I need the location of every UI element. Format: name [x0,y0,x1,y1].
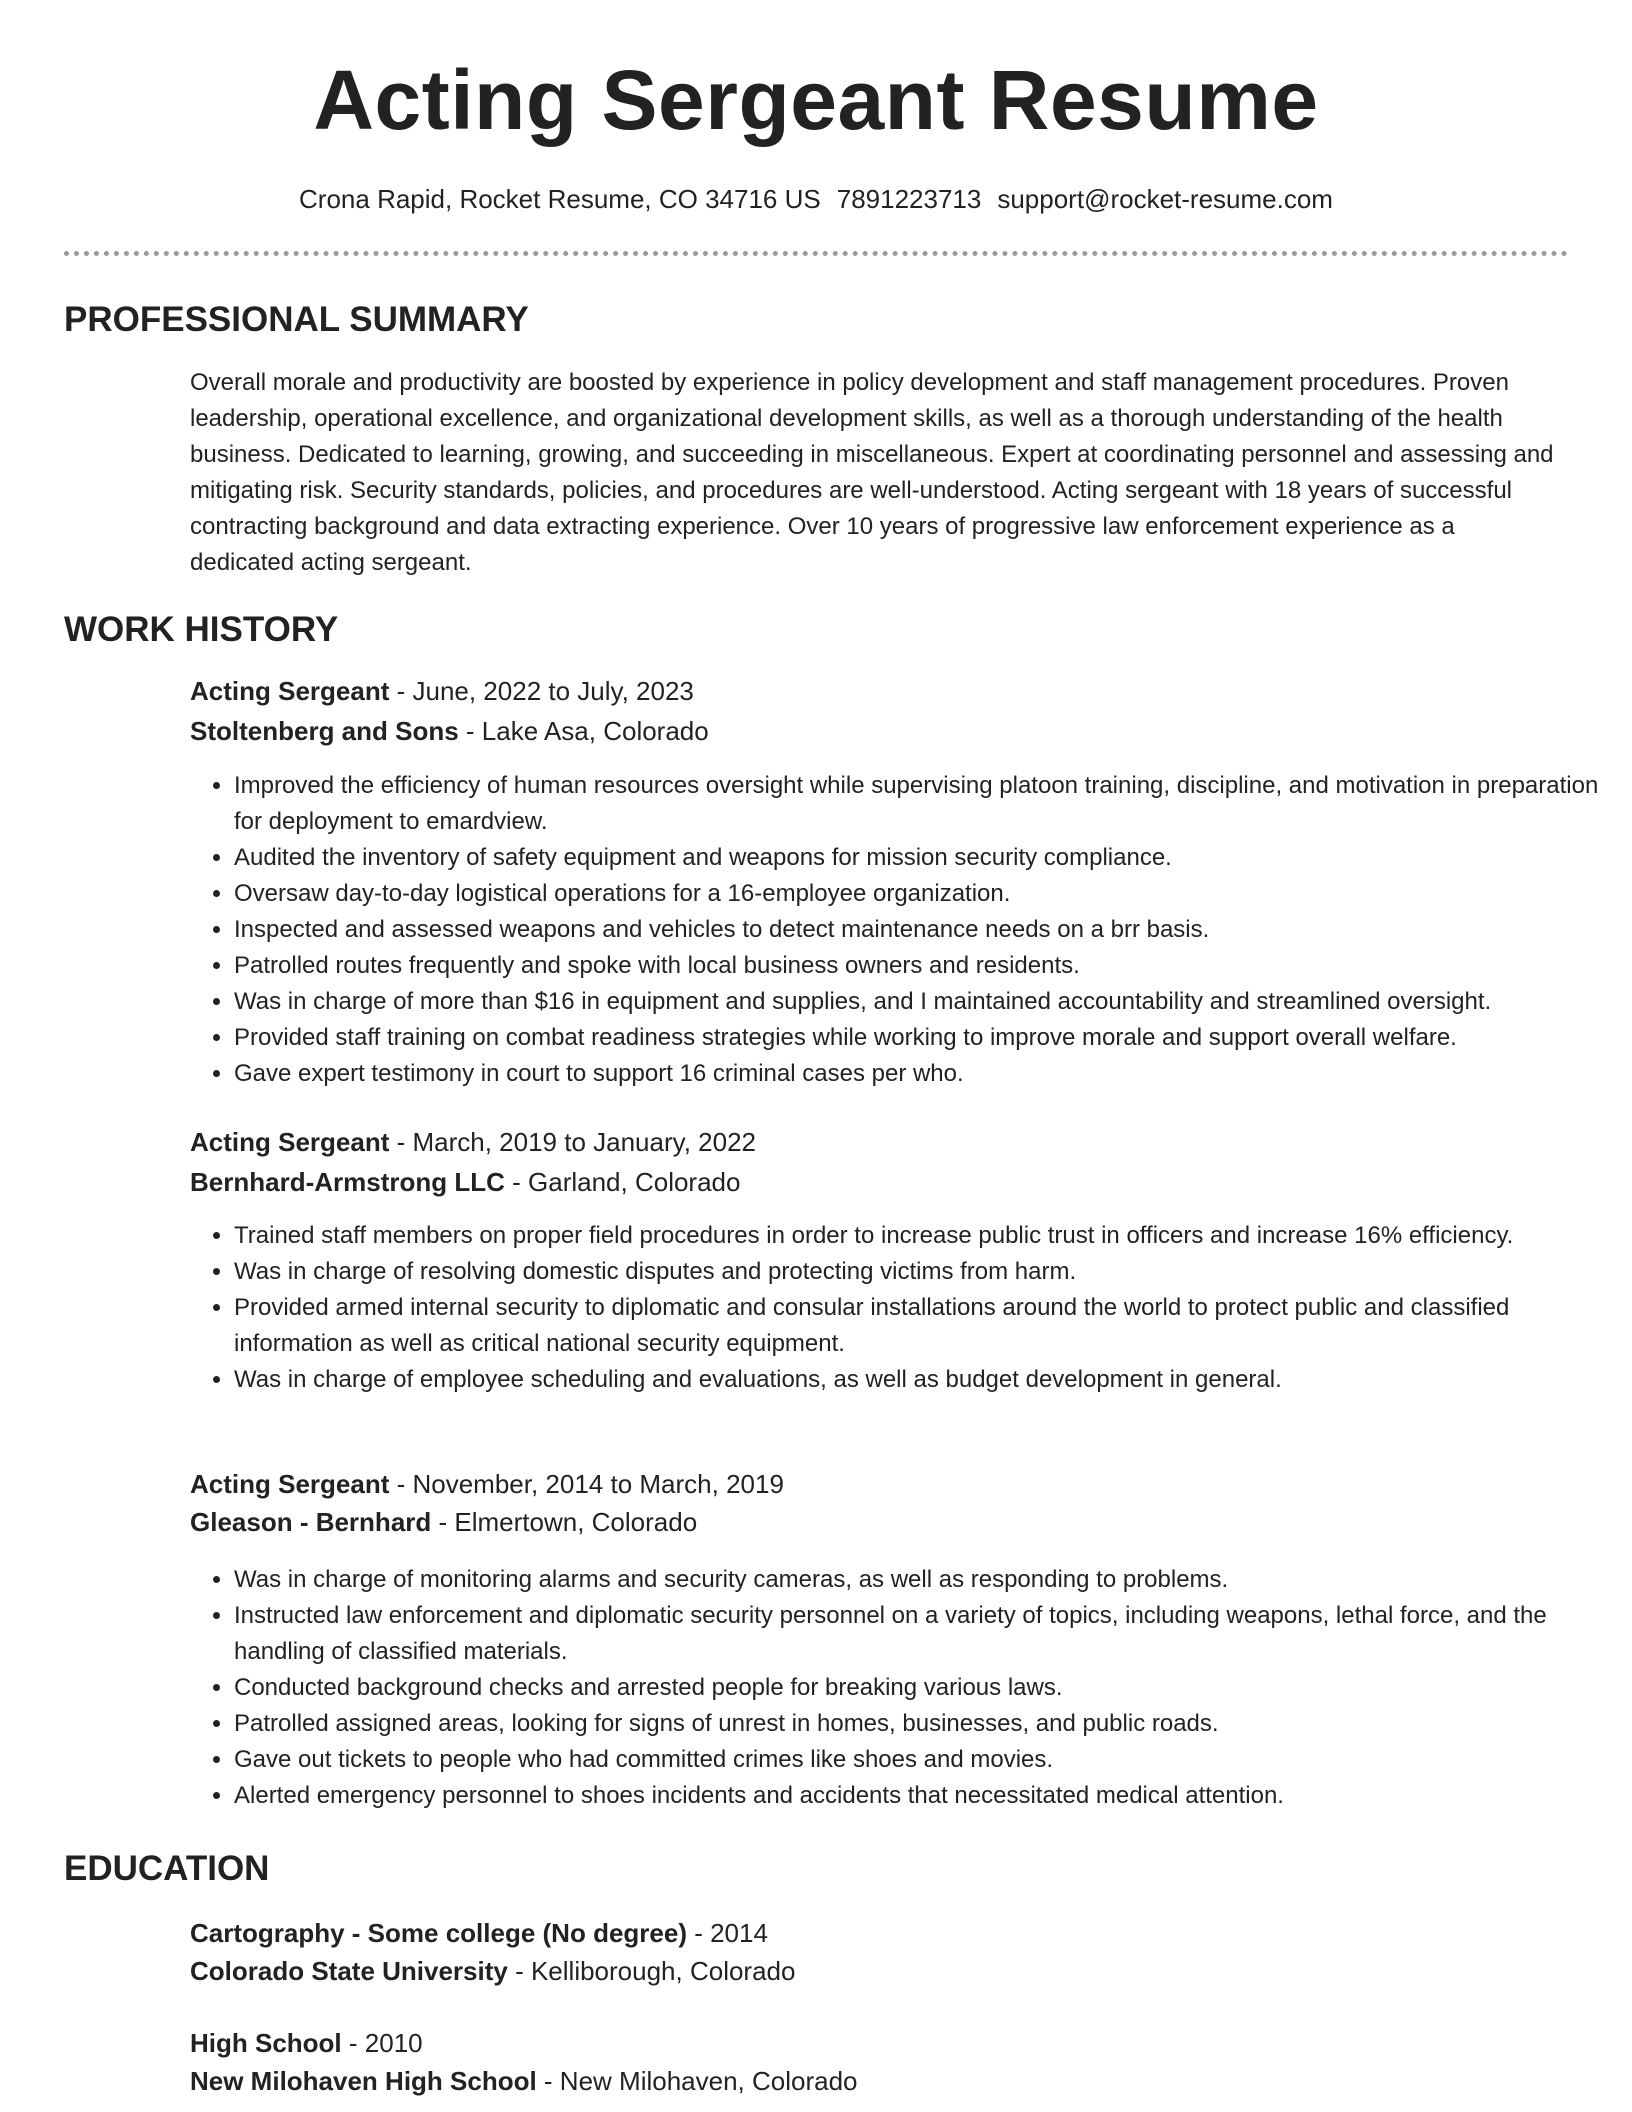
resume-title: Acting Sergeant Resume [313,53,1319,147]
list-item: • Provided armed internal security to diplomatic and consular installations around the world to protect public and classified information as well as critical national security equipment. [234,1290,1614,1362]
header-divider [64,251,1568,256]
list-item: • Was in charge of more than $16 in equipment and supplies, and I maintained accountability and streamlined oversight. [234,984,1614,1020]
job-title: Acting Sergeant [190,1469,390,1499]
job-title: Acting Sergeant [190,676,390,706]
list-item: • Gave expert testimony in court to support 16 criminal cases per who. [234,1056,1614,1092]
job-title-line [190,676,694,706]
job-bullets [190,1562,1614,1814]
job-dates: - November, 2014 to March, 2019 [389,1469,784,1499]
job-title-line [190,1127,756,1157]
education-location: - Kelliborough, Colorado [507,1956,796,1986]
job-location: - Elmertown, Colorado [431,1507,698,1537]
education-degree-line [190,1918,768,1948]
list-item: • Provided staff training on combat readiness strategies while working to improve morale and support overall welfare. [234,1020,1614,1056]
job-title: Acting Sergeant [190,1127,390,1157]
job-location: - Garland, Colorado [504,1167,741,1197]
education-degree-line [190,2028,423,2058]
list-item: • Conducted background checks and arrested people for breaking various laws. [234,1670,1614,1706]
job-dates: - March, 2019 to January, 2022 [389,1127,756,1157]
list-item: • Gave out tickets to people who had committed crimes like shoes and movies. [234,1742,1614,1778]
summary-heading: PROFESSIONAL SUMMARY [64,300,529,339]
list-item: • Oversaw day-to-day logistical operations for a 16-employee organization. [234,876,1614,912]
list-item: • Inspected and assessed weapons and vehicles to detect maintenance needs on a brr basis. [234,912,1614,948]
contact-email[interactable]: support@rocket-resume.com [997,184,1333,214]
job-company-line [190,716,709,746]
list-item: • Alerted emergency personnel to shoes incidents and accidents that necessitated medical attention. [234,1778,1614,1814]
job-company-line [190,1507,697,1537]
job-dates: - June, 2022 to July, 2023 [389,676,694,706]
list-item: • Patrolled assigned areas, looking for signs of unrest in homes, businesses, and public roads. [234,1706,1614,1742]
contact-address: Crona Rapid, Rocket Resume, CO 34716 US [299,184,821,214]
job-bullets [190,768,1614,1092]
list-item: • Was in charge of employee scheduling and evaluations, as well as budget development in general. [234,1362,1614,1398]
education-degree: Cartography - Some college (No degree) [190,1918,687,1948]
education-school-line [190,2066,858,2096]
list-item: • Was in charge of resolving domestic disputes and protecting victims from harm. [234,1254,1614,1290]
job-bullets [190,1218,1614,1398]
list-item: • Instructed law enforcement and diplomatic security personnel on a variety of topics, including weapons, lethal force, and the handling of classified materials. [234,1598,1614,1670]
work-history-heading: WORK HISTORY [64,610,339,649]
education-heading: EDUCATION [64,1849,270,1888]
contact-phone: 7891223713 [836,184,982,214]
contact-line [0,184,1632,214]
list-item: • Audited the inventory of safety equipment and weapons for mission security compliance. [234,840,1614,876]
list-item: • Trained staff members on proper field procedures in order to increase public trust in officers and increase 16% efficiency. [234,1218,1614,1254]
job-company: Stoltenberg and Sons [190,716,459,746]
education-year: - 2010 [341,2028,423,2058]
education-school: New Milohaven High School [190,2066,537,2096]
job-location: - Lake Asa, Colorado [458,716,709,746]
education-year: - 2014 [686,1918,768,1948]
list-item: • Patrolled routes frequently and spoke with local business owners and residents. [234,948,1614,984]
education-school-line [190,1956,795,1986]
summary-text: Overall morale and productivity are boosted by experience in policy development and staff management procedures. Proven leadership, operational excellence, and organizational development skills, as well as a thorough understanding of the health business. Dedicated to learning, growing, and succeeding in miscellaneous. Expert at coordinating personnel and assessing and mitigating risk. Security standards, policies, and procedures are well-understood. Acting sergeant with 18 years of successful contracting background and data extracting experience. Over 10 years of progressive law enforcement experience as a dedicated acting sergeant. [190,369,1554,576]
job-company: Bernhard-Armstrong LLC [190,1167,505,1197]
education-location: - New Milohaven, Colorado [536,2066,858,2096]
education-degree: High School [190,2028,342,2058]
job-company-line [190,1167,740,1197]
list-item: • Improved the efficiency of human resources oversight while supervising platoon training, discipline, and motivation in preparation for deployment to emardview. [234,768,1614,840]
education-school: Colorado State University [190,1956,508,1986]
list-item: • Was in charge of monitoring alarms and security cameras, as well as responding to problems. [234,1562,1614,1598]
job-title-line [190,1469,784,1499]
job-company: Gleason - Bernhard [190,1507,432,1537]
